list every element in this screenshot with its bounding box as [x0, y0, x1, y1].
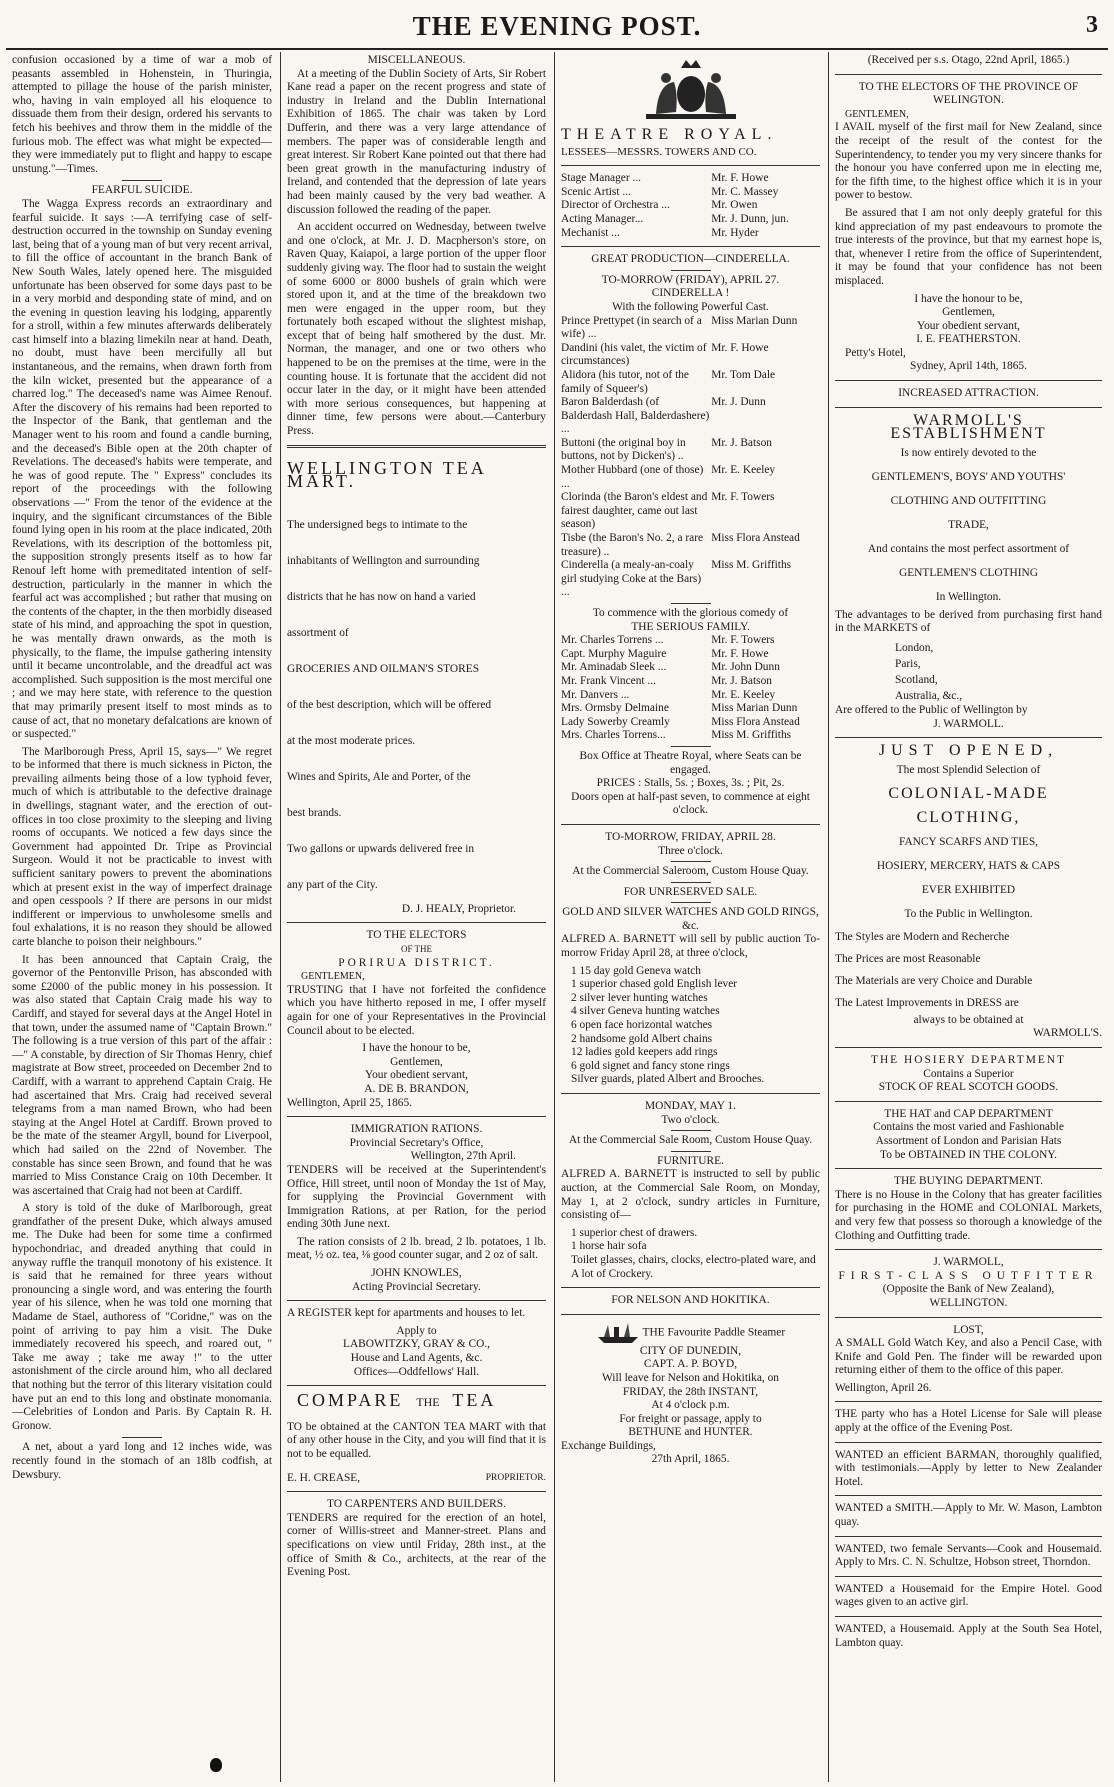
ad-wellington-tea-mart [287, 457, 546, 917]
hat-text-2: Assortment of London and Parisian Hats [875, 1134, 1062, 1147]
cast-actor: Mr. J. Batson [711, 674, 772, 687]
splendid-line: The most Splendid Selection of [896, 763, 1041, 776]
immigration-text: TENDERS will be received at the Superintendent's Office, Hill street, until noon of Monday the 1st of May, for supplying the Provincial Government with Immigration Rations, at per Ration, for the period ending 30th June next. [287, 1163, 546, 1231]
theatre-title: THEATRE ROYAL. [561, 126, 778, 143]
steamer-captain: CAPT. A. P. BOYD, [643, 1358, 738, 1371]
cast-actor: Mr. E. Keeley [711, 688, 776, 701]
compare-sig-name: E. H. CREASE, [287, 1471, 361, 1484]
featherston-close: Your obedient servant, [917, 319, 1020, 332]
immigration-office: Provincial Secretary's Office, [349, 1136, 484, 1149]
ad-wanted-barman: WANTED an efficient BARMAN, thoroughly qualified, with testimonials.—Apply by letter to New Zealander Hotel. [835, 1448, 1102, 1488]
divider [835, 1495, 1102, 1496]
gold-heading: GOLD AND SILVER WATCHES AND GOLD RINGS, &c. [562, 906, 819, 932]
steamer-exchange-date: 27th April, 1865. [651, 1453, 730, 1466]
sale-date: TO-MORROW, FRIDAY, APRIL 28. [605, 830, 776, 843]
cast-role: Dandini (his valet, the victim of circumstances) [561, 341, 707, 368]
ad-carpenters [287, 1498, 546, 1580]
warmolls: WARMOLL'S. [1033, 1027, 1102, 1040]
staff-row [561, 172, 820, 186]
steamship-icon [596, 1321, 640, 1345]
cast-row [561, 675, 820, 689]
article-duke-marlborough: A story is told of the duke of Marlborough, great grandfather of the present Duke, which always amused me. The Duke had been for some time a confirmed hypochondriac, and dreaded anything that could in anyway ruffle the tranquil monotony of his existence. It is said that he remained for three years without pronouncing a single word, and was entering the fourth year of his silence, when he was told one morning that Madame de Stael, authoress of "Coridne," was on the point of arriving to pay him a visit. The Duke immediately recovered his speech, and roared out, " Take me away ; take me away !" to the utter astonishment of the circle around him, who all declared that nothing but the terror of this literary visitation could have put an end to this long and obstinate monomania.—Celebrities of London and Paris. By Captain R. H. Gronow. [12, 1202, 272, 1432]
style-line: The Prices are most Reasonable [835, 952, 981, 965]
heading-miscellaneous: MISCELLANEOUS. [367, 54, 466, 66]
cast-row [561, 532, 820, 559]
cast-role: Buttoni (the original boy in buttons, not by Dicken's) .. [561, 436, 686, 463]
lot-item: 2 silver lever hunting watches [571, 991, 708, 1004]
warmoll-line: TRADE, [948, 518, 989, 531]
divider [835, 1536, 1102, 1537]
divider [835, 1401, 1102, 1402]
compare-signature [287, 1472, 546, 1486]
cast-actor: Mr. Tom Dale [711, 368, 776, 381]
divider [561, 165, 820, 166]
warmoll-line: Is now entirely devoted to the [900, 446, 1037, 459]
divider [671, 861, 711, 862]
just-opened: JUST OPENED, [878, 742, 1059, 760]
tea-mart-text [287, 507, 546, 903]
column-2 [280, 52, 552, 1782]
opposite-bank: (Opposite the Bank of New Zealand), [882, 1283, 1055, 1296]
style-line: The Materials are very Choice and Durable [835, 974, 1033, 987]
tea-line: The undersigned begs to intimate to the [287, 518, 468, 531]
compare-word: COMPARE [297, 1390, 404, 1411]
cast-row [561, 437, 820, 464]
ad-porirua-electors [287, 929, 546, 1110]
serious-family-title: THE SERIOUS FAMILY. [631, 620, 750, 633]
ad-warmoll [835, 387, 1102, 1310]
heading-fearful-suicide: FEARFUL SUICIDE. [91, 184, 193, 197]
staff-row [561, 199, 820, 213]
staff-name: Mr. F. Howe [711, 172, 769, 185]
ad-watches-sale [561, 831, 820, 1087]
buying-text: There is no House in the Colony that has greater facilities for purchasing in the HOME and COLONIAL Markets, and very few that possess so thorough a knowledge of the Clothing and Outfitting trade. [835, 1188, 1102, 1242]
tea-line: any part of the City. [287, 878, 378, 891]
furniture-date: MONDAY, MAY 1. [645, 1100, 736, 1112]
staff-name: Mr. Owen [711, 199, 758, 212]
lot-item: 2 handsome gold Albert chains [571, 1032, 713, 1045]
article-suicide: The Wagga Express records an extraordinary and fearful suicide. It says :—A terrifying case of self-destruction occurred in the township on Sunday evening last, being that of a young man of but very recent arrival, to fill the office of accountant in the branch Bank of New South Wales, lately opened here. The misguided unfortunate has been observed for some days past to be in a very morbid and desponding state of mind, and on the evening in question leaving his lodging, apparently for a stroll, within a few minutes afterwards deliberately cast himself into a blazing limekiln near at hand. Death, no doubt, must have been mercifully all but instantaneous, and the remains, when drawn forth from the kiln wicket, presented but the appearance of a charred log." The deceased's name was Aimee Renouf. After the discovery of his remains had been reported to the Inspector of the Bank, that gentleman and the Manager went to his room and found a candle burning, and the deceased's Bible open at the 20th chapter of Revelations. The deceased's habits were temperate, and he was of good repute. The " Express" concludes its report of the proceedings with the following observations —" From the tenor of the evidence at the inquiry, and the significant circumstances of the Bible found lying open in his room at the place indicated, 20th Revelations, with its description of the bottomless pit, the supposition strongly presents itself as to how far Renouf left home with premeditated intention of self-destruction, particularly in the manner in which the fearful act was accomplished ; but rather that musing on the contents of the chapter, in the then morbidly diseased state of his mind, and approaching the spot in question, he was mentally drawn onwards, as the moth is physically, to the flame, the impulse gathering intensity until it became uncontrolable, and the dreadful act was accomplished. Such supposition is the most merciful one ; and we may here state, with reference to the question that may primarily present itself to most minds as to cause of act, that no monetary defalcations are known of or suspected." [12, 197, 272, 741]
divider [835, 1576, 1102, 1577]
lot-item: 12 ladies gold keepers add rings [571, 1046, 718, 1059]
compare-text: TO be obtained at the CANTON TEA MART with that of any other house in the City, and you will find that it is not to be equalled. [287, 1420, 546, 1460]
cast-role: Mr. Charles Torrens ... [561, 634, 664, 647]
cast-role: Baron Balderdash (of Balderdash Hall, Balderdashere) ... [561, 396, 710, 436]
staff-row [561, 186, 820, 200]
warmoll-line: CLOTHING AND OUTFITTING [890, 494, 1047, 507]
divider [835, 737, 1102, 738]
doors-open: Doors open at half-past seven, to commence at eight o'clock. [571, 790, 810, 817]
style-line: The Latest Improvements in DRESS are [835, 996, 1019, 1009]
ad-lost [835, 1324, 1102, 1396]
divider [835, 1168, 1102, 1169]
divider [561, 1314, 820, 1315]
compare-tea: TEA [452, 1390, 497, 1411]
immigration-signature: JOHN KNOWLES, [371, 1267, 462, 1280]
warmoll-markets [835, 640, 1102, 704]
cast-role: Clorinda (the Baron's eldest and fairest daughter, came out last season) [561, 491, 708, 531]
cast-actor: Mr. John Dunn [711, 661, 780, 674]
steamer-time: At 4 o'clock p.m. [651, 1399, 730, 1412]
steamer-date: FRIDAY, the 28th INSTANT, [622, 1385, 759, 1398]
fancy-line: FANCY SCARFS AND TIES, [898, 835, 1039, 848]
warmoll-name-2: J. WARMOLL, [933, 1256, 1004, 1269]
cast-role: Tisbe (the Baron's No. 2, a rare treasure) .. [561, 532, 704, 558]
cast-actor: Mr. F. Howe [711, 341, 769, 354]
cast-actor: Mr. F. Towers [711, 491, 775, 504]
divider [835, 74, 1102, 75]
featherston-date: Sydney, April 14th, 1865. [910, 360, 1027, 373]
steamer-name: CITY OF DUNEDIN, [639, 1344, 742, 1357]
staff-name: Mr. J. Dunn, jun. [711, 212, 789, 225]
hat-text: Contains the most varied and Fashionable [873, 1121, 1064, 1134]
steamer-heading-row [561, 1321, 820, 1345]
furniture-location: At the Commercial Sale Room, Custom House Quay. [568, 1134, 813, 1147]
staff-role: Acting Manager... [561, 212, 644, 225]
cast-row [561, 729, 820, 743]
prices: PRICES : Stalls, 5s. ; Boxes, 3s. ; Pit, 2s. [596, 777, 785, 790]
featherston-signature: I. E. FEATHERSTON. [916, 333, 1021, 346]
page-number: 3 [1086, 12, 1098, 38]
lot-item: 6 gold signet and fancy stone rings [571, 1059, 730, 1072]
warmoll-name: J. WARMOLL. [933, 717, 1004, 730]
cast-actor: Miss Marian Dunn [711, 702, 798, 715]
royal-crest-icon [636, 54, 746, 124]
cast-actor: Miss Flora Anstead [711, 715, 800, 728]
register-text: A REGISTER kept for apartments and houses to let. [287, 1307, 526, 1320]
divider [835, 1616, 1102, 1617]
divider [671, 1130, 711, 1131]
furniture-item: A lot of Crockery. [571, 1267, 654, 1280]
watch-lots [561, 965, 820, 1087]
ad-furniture-sale [561, 1100, 820, 1281]
porirua-district: PORIRUA DISTRICT. [338, 956, 495, 969]
article-dublin-society: At a meeting of the Dublin Society of Arts, Sir Robert Kane read a paper on the recent progress and state of industry in Ireland and the Dublin International Exhibition of 1865. The chair was taken by Lord Dufferin, and there was a very large attendance of members. The paper was of considerable length and great interest. Sir Robert Kane pointed out that there had been great growth in the manufacturing industry of Ireland, and contended that the depression of late years had been mainly caused by the very bad weather. A discussion followed the reading of the paper. [287, 67, 546, 216]
tea-line: inhabitants of Wellington and surrounding [287, 554, 480, 567]
cast-row [561, 342, 820, 369]
tea-line: of the best description, which will be offered [287, 698, 492, 711]
cast-role: Mrs. Ormsby Delmaine [561, 702, 669, 715]
cast-actor: Miss Flora Anstead [711, 532, 800, 545]
steamer-intro: THE Favourite Paddle Steamer [642, 1326, 786, 1339]
steamer-leave: Will leave for Nelson and Hokitika, on [602, 1371, 779, 1384]
porirua-salutation: GENTLEMEN, [301, 971, 365, 983]
cast-intro: With the following Powerful Cast. [612, 300, 769, 313]
masthead [6, 4, 1108, 50]
warmoll-heading: WARMOLL'S ESTABLISHMENT [890, 411, 1047, 443]
divider [287, 445, 546, 448]
tea-line: at the most moderate prices. [287, 734, 416, 747]
ad-featherston [835, 81, 1102, 374]
immigration-heading: IMMIGRATION RATIONS. [350, 1123, 483, 1136]
received-note: (Received per s.s. Otago, 22nd April, 1865.) [867, 54, 1070, 66]
divider [561, 246, 820, 247]
tea-line: GROCERIES AND OILMAN'S STORES [287, 662, 480, 675]
column-4 [828, 52, 1108, 1782]
theatre-lessees: LESSEES—MESSRS. TOWERS AND CO. [561, 145, 757, 158]
ad-wanted-smith: WANTED a SMITH.—Apply to Mr. W. Mason, Lambton quay. [835, 1502, 1102, 1529]
cast-row [561, 559, 820, 600]
porirua-close: I have the honour to be, [362, 1042, 471, 1055]
carpenters-heading: TO CARPENTERS AND BUILDERS. [327, 1498, 506, 1511]
divider [671, 902, 711, 903]
tea-line: Two gallons or upwards delivered free in [287, 842, 475, 855]
furniture-heading: FURNITURE. [657, 1154, 724, 1167]
cinderella-title: CINDERELLA ! [651, 287, 730, 300]
column-1 [6, 52, 278, 1782]
featherston-close: I have the honour to be, [914, 292, 1023, 305]
ink-blot [210, 1758, 222, 1772]
cast-row [561, 702, 820, 716]
featherston-text: I AVAIL myself of the first mail for New Zealand, since the receipt of the result of the contest for the Superintendency, to tender you my very sincere thanks for the honour you have conferred upon me in electing me, for the fifth time, to the highest office which it is in your power to bestow. [835, 121, 1102, 202]
compare-the: THE [416, 1395, 440, 1410]
divider [287, 922, 546, 923]
steamer-agents: BETHUNE and HUNTER. [628, 1426, 753, 1439]
commence-text: To commence with the glorious comedy of [592, 607, 789, 619]
wellington: WELLINGTON. [929, 1296, 1008, 1309]
public-line: To the Public in Wellington. [904, 907, 1033, 920]
furniture-item: Toilet glasses, chairs, clocks, electro-plated ware, and [571, 1253, 816, 1266]
theatre-staff [561, 172, 820, 240]
divider [671, 746, 711, 747]
register-apply: Apply to [396, 1324, 437, 1337]
tea-line: districts that he has now on hand a varied [287, 590, 476, 603]
increased-attraction: INCREASED ATTRACTION. [898, 387, 1039, 400]
furniture-items [561, 1227, 820, 1281]
great-production: GREAT PRODUCTION—CINDERELLA. [591, 253, 790, 266]
staff-role: Director of Orchestra ... [561, 199, 670, 212]
market-item: Scotland, [895, 674, 938, 687]
divider [122, 180, 162, 181]
cast-actor: Mr. F. Howe [711, 647, 769, 660]
lot-item: 4 silver Geneva hunting watches [571, 1005, 720, 1018]
divider [835, 1442, 1102, 1443]
cast-row [561, 661, 820, 675]
divider [671, 1151, 711, 1152]
tea-mart-title: WELLINGTON TEA MART. [287, 457, 486, 492]
serious-family-cast [561, 634, 820, 743]
colonial-line: COLONIAL-MADE CLOTHING, [888, 784, 1049, 826]
cast-actor: Miss Marian Dunn [711, 314, 798, 327]
ad-wanted-empire: WANTED a Housemaid for the Empire Hotel. Good wages given to an active girl. [835, 1582, 1102, 1609]
cast-role: Alidora (his tutor, not of the family of Squeer's) [561, 368, 689, 395]
lost-text: A SMALL Gold Watch Key, and also a Pencil Case, with Knife and Gold Pen. The finder will be rewarded upon returning either of them to the office of this paper. [835, 1337, 1102, 1377]
warmoll-line: GENTLEMEN'S CLOTHING [898, 566, 1039, 579]
cast-role: Prince Prettypet (in search of a wife) ... [561, 314, 702, 341]
cast-row [561, 369, 820, 396]
furniture-item: 1 superior chest of drawers. [571, 1226, 698, 1239]
tea-line: assortment of [287, 626, 349, 639]
staff-row [561, 227, 820, 241]
carpenters-text: TENDERS are required for the erection of an hotel, corner of Willis-street and Manner-street. Plans and specifications on view until Friday, 28th inst., at the office of Smith & Co., architects, at the rear of the Evening Post. [287, 1511, 546, 1579]
compare-sig-title: PROPRIETOR. [485, 1472, 546, 1483]
hosiery-contains: Contains a Superior [923, 1067, 1014, 1080]
lot-item: 1 superior chased gold English lever [571, 978, 738, 991]
market-item: Australia, &c., [895, 690, 963, 703]
cast-row [561, 716, 820, 730]
lot-item: 1 15 day gold Geneva watch [571, 964, 702, 977]
immigration-ration: The ration consists of 2 lb. bread, 2 lb. potatoes, 1 lb. meat, ½ oz. tea, ⅛ good counter sugar, and 2 oz of salt. [287, 1235, 546, 1262]
cast-role: Mrs. Charles Torrens... [561, 729, 666, 742]
staff-role: Scenic Artist ... [561, 185, 631, 198]
article-beehives: confusion occasioned by a time of war a mob of peasants assembled in Hohenstein, in Thuringia, attempted to pillage the house of the parish minister, who, having in vain employed all his eloquence to dissuade them from their design, ordered his servants to fetch his beehives and throw them in the middle of the furious mob. The effect was what might be expected—they were immediately put to flight and happy to escape unstung."—Times. [12, 54, 272, 175]
ad-wanted-servants: WANTED, two female Servants—Cook and Housemaid. Apply to Mrs. C. N. Schultze, Hobson street, Thorndon. [835, 1542, 1102, 1569]
immigration-title: Acting Provincial Secretary. [352, 1280, 481, 1293]
lot-item: Silver guards, plated Albert and Brooches. [571, 1073, 765, 1086]
staff-row [561, 213, 820, 227]
cinderella-cast [561, 315, 820, 600]
lost-date: Wellington, April 26. [835, 1381, 932, 1394]
article-captain-craig: It has been announced that Captain Craig, the governor of the Pentonville Prison, has absconded with some £2000 of the public money in his possession. It was also stated that Captain Craig made his way to Cardiff, and stayed for several days at the Angel Hotel in that town, under the assumed name of "Captain Brown." The following is a true version of this part of the affair :—" A constable, by direction of Sir Thomas Henry, chief magistrate at Bow street, proceeded on December 2nd to Cardiff, with a warrant to apprehend Captain Craig. He had ascertained that Mrs. Craig had received several telegrams from a man named Brown, who had been staying at the Angel Hotel at Cardiff. Brown proved to be the mate of the steamer Argyll, bound for Liverpool, which had sailed on the 22nd of November. The constable has since seen Brown, and found that he was married to Miss Constance Craig on 10th December. It was ascertained that Craig had not been at Cardiff. [12, 953, 272, 1197]
furniture-time: Two o'clock. [661, 1113, 720, 1126]
ad-register-apartments [287, 1307, 546, 1379]
tea-line: Wines and Spirits, Ale and Porter, of the [287, 770, 471, 783]
warmoll-lines [835, 441, 1102, 609]
warmoll-advantages: The advantages to be derived from purchasing first hand in the MARKETS of [835, 608, 1102, 635]
warmoll-line: GENTLEMEN'S, BOYS' AND YOUTHS' [871, 470, 1066, 483]
featherston-salutation: GENTLEMEN, [845, 108, 909, 120]
divider [835, 380, 1102, 381]
porirua-text: TRUSTING that I have not forfeited the confidence which you have hitherto reposed in me, I offer myself again for one of your Representatives in the Provincial Council about to be elected. [287, 983, 546, 1037]
ad-compare-tea [287, 1390, 546, 1485]
cast-row [561, 689, 820, 703]
warmoll-styles [835, 926, 1102, 1014]
porirua-date: Wellington, April 25, 1865. [287, 1096, 413, 1109]
divider [835, 1101, 1102, 1102]
first-class-outfitter: FIRST-CLASS OUTFITTER [838, 1269, 1099, 1282]
market-item: London, [895, 642, 934, 655]
cast-actor: Mr. J. Batson [711, 436, 772, 449]
divider [835, 407, 1102, 408]
warmoll-line: In Wellington. [935, 590, 1002, 603]
lost-heading: LOST, [953, 1323, 984, 1336]
tea-line: best brands. [287, 806, 342, 819]
ad-wanted-south-sea: WANTED, a Housemaid. Apply at the South Sea Hotel, Lambton quay. [835, 1623, 1102, 1649]
porirua-close: Your obedient servant, [365, 1069, 468, 1082]
hosiery-line: HOSIERY, MERCERY, HATS & CAPS [876, 859, 1061, 872]
buying-department: THE BUYING DEPARTMENT. [894, 1175, 1043, 1188]
article-codfish: A net, about a yard long and 12 inches wide, was recently found in the stomach of an 18lb codfish, at Dewsbury. [12, 1441, 272, 1481]
tea-mart-signature: D. J. HEALY, Proprietor. [401, 902, 516, 915]
cast-row [561, 634, 820, 648]
cast-actor: Mr. J. Dunn [711, 396, 766, 409]
steamer-freight: For freight or passage, apply to [619, 1412, 762, 1425]
cast-role: Mother Hubbard (one of those) ... [561, 464, 704, 490]
cast-role: Lady Sowerby Creamly [561, 715, 670, 728]
porirua-of-the: OF THE [400, 944, 433, 954]
article-marlborough-press: The Marlborough Press, April 15, says—" We regret to be informed that there is much sickness in Picton, the prevailing ailments being those of a low typhoid fever, much of which is attributable to the defective drainage in dwellings, stagnant water, and the erection of out-offices in too close proximity to the sleeping and living rooms of occupants. We noticed a few days since the Government had appointed Dr. Tripe as Provincial Surgeon. Would it not be practicable to invest with sufficient sanitary powers to prevent the abominations which at present exist in the way of imperfect drainage and open cesspools ? If there are persons in our midst indifferent or impervious to unwholesome smells and foul exhalations, it is no reason they should be allowed carte blanche to poison their neighbours." [12, 745, 272, 948]
divider [561, 824, 820, 825]
staff-name: Mr. Hyder [711, 226, 759, 239]
register-firm-desc: House and Land Agents, &c. [350, 1352, 483, 1365]
divider [287, 1385, 546, 1386]
divider [287, 1116, 546, 1117]
barnett-notice: ALFRED A. BARNETT will sell by public auction To-morrow Friday April 28, at three o'clock, [561, 933, 820, 960]
sale-location: At the Commercial Saleroom, Custom House Quay. [572, 865, 809, 878]
divider [561, 1093, 820, 1094]
compare-heading [297, 1390, 546, 1411]
cast-role: Cinderella (a mealy-an-coaly girl studying Coke at the Bars) ... [561, 559, 702, 599]
cast-row [561, 464, 820, 491]
featherston-text-2: Be assured that I am not only deeply grateful for this kind appreciation of my past endeavours to promote the true interests of the province, but that my earnest hope is, that, whenever I retire from the office of Superintendent, it may be found that your confidence has not been misplaced. [835, 206, 1102, 287]
ad-steamer [561, 1294, 820, 1467]
featherston-heading: TO THE ELECTORS OF THE PROVINCE OF WELINGTON. [858, 80, 1079, 107]
porirua-heading: TO THE ELECTORS [366, 929, 467, 942]
furniture-item: 1 horse hair sofa [571, 1240, 647, 1253]
lot-item: 6 open face horizontal watches [571, 1019, 713, 1032]
newspaper-title: THE EVENING POST. [412, 10, 702, 41]
cast-actor: Mr. F. Towers [711, 634, 775, 647]
steamer-route: FOR NELSON AND HOKITIKA. [611, 1294, 770, 1307]
divider [561, 1287, 820, 1288]
porirua-close: A. DE B. BRANDON, [364, 1082, 469, 1095]
divider [835, 1317, 1102, 1318]
hat-obtained: To be OBTAINED IN THE COLONY. [880, 1148, 1057, 1161]
staff-name: Mr. C. Massey [711, 185, 779, 198]
cast-row [561, 491, 820, 532]
cast-actor: Miss M. Griffiths [711, 559, 792, 572]
divider [671, 270, 711, 271]
featherston-location: Petty's Hotel, [845, 346, 906, 359]
style-line: The Styles are Modern and Recherche [835, 930, 1010, 943]
porirua-close: Gentlemen, [390, 1055, 443, 1068]
unreserved-sale: FOR UNRESERVED SALE. [623, 885, 758, 898]
cast-actor: Miss M. Griffiths [711, 729, 792, 742]
article-kaiapoi-accident: An accident occurred on Wednesday, between twelve and one o'clock, at Mr. J. D. Macpherson's store, on Raven Quay, Kaiapoi, a large portion of the upper floor suddenly giving way. The floor had to sustain the weight of some 6000 or 8000 bushels of grain which were stored upon it, and at the time of the breakdown two men were engaged in the upper room, but they fortunately both escaped without the slightest mishap, except that of being half smothered by the dust. Mr. Norman, the manager, and one or two others who happened to be on the premises at the time, were in the counting house. It is fortunate that the accident did not occur later in the day, or it might have been attended with more serious consequences, but happening at dinner time, few persons were about.—Canterbury Press. [287, 221, 546, 438]
cast-row [561, 315, 820, 342]
divider [671, 882, 711, 883]
sale-time: Three o'clock. [658, 844, 723, 857]
cast-role: Mr. Danvers ... [561, 688, 630, 701]
cast-row [561, 396, 820, 437]
ever-line: EVER EXHIBITED [921, 883, 1016, 896]
divider [835, 1047, 1102, 1048]
box-office: Box Office at Theatre Royal, where Seats can be engaged. [579, 749, 802, 776]
always-obtained: always to be obtained at [913, 1013, 1024, 1026]
register-address: Offices—Oddfellows' Hall. [353, 1365, 480, 1378]
cast-role: Mr. Aminadab Sleek ... [561, 661, 667, 674]
market-item: Paris, [895, 658, 921, 671]
ad-immigration-rations [287, 1123, 546, 1294]
staff-role: Stage Manager ... [561, 172, 642, 185]
staff-role: Mechanist ... [561, 226, 620, 239]
cast-role: Capt. Murphy Maguire [561, 647, 667, 660]
divider [122, 1437, 162, 1438]
barnett-furniture-notice: ALFRED A. BARNETT is instructed to sell by public auction, at the Commercial Sale Room, on Monday, May 1, at 2 o'clock, sundry articles in Furniture, consisting of— [561, 1168, 820, 1222]
just-opened-list [835, 758, 1102, 926]
immigration-date: Wellington, 27th April. [410, 1150, 516, 1163]
register-firm: LABOWITZKY, GRAY & CO., [342, 1338, 491, 1351]
ad-hotel-license: THE party who has a Hotel License for Sale will please apply at the office of the Evening Post. [835, 1408, 1102, 1435]
warmoll-offered: Are offered to the Public of Wellington by [835, 704, 1028, 717]
cast-actor: Mr. E. Keeley [711, 464, 776, 477]
warmoll-line: And contains the most perfect assortment of [867, 542, 1070, 555]
divider [835, 1249, 1102, 1250]
divider [287, 1300, 546, 1301]
featherston-close: Gentlemen, [942, 306, 995, 319]
tomorrow-friday: TO-MORROW (FRIDAY), APRIL 27. [601, 273, 780, 286]
steamer-exchange: Exchange Buildings, [561, 1439, 656, 1452]
divider [287, 1491, 546, 1492]
divider [671, 603, 711, 604]
column-3 [554, 52, 826, 1782]
hosiery-department: THE HOSIERY DEPARTMENT [871, 1054, 1066, 1066]
hosiery-stock: STOCK OF REAL SCOTCH GOODS. [878, 1081, 1059, 1094]
hat-department: THE HAT and CAP DEPARTMENT [884, 1107, 1053, 1120]
cast-role: Mr. Frank Vincent ... [561, 674, 656, 687]
cast-row [561, 648, 820, 662]
